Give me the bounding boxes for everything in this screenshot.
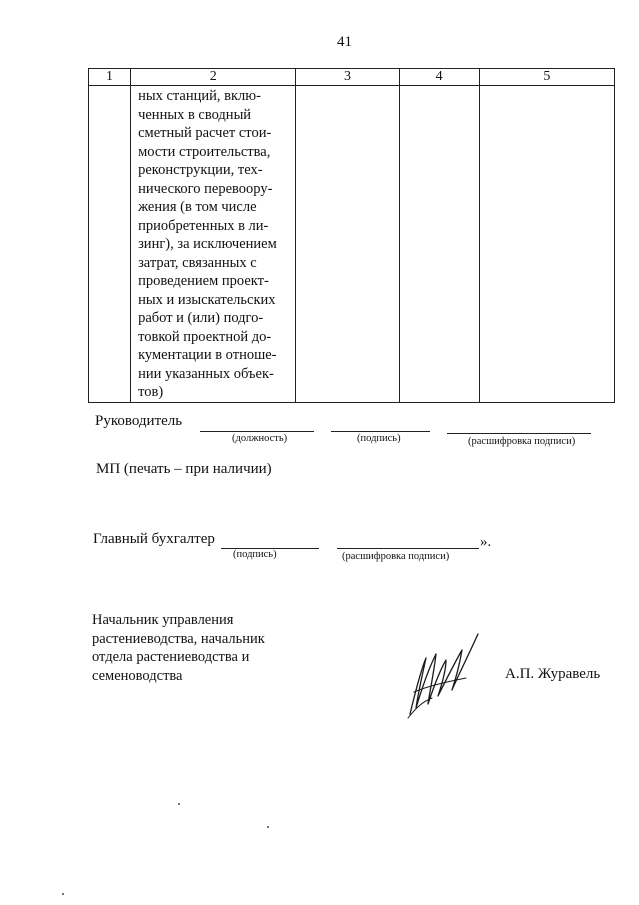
signature-caption: (подпись)	[357, 433, 401, 444]
accountant-label: Главный бухгалтер	[93, 531, 215, 547]
table-cell-col2	[131, 86, 296, 403]
column-header-3: 3	[296, 69, 399, 86]
accountant-signature-caption: (подпись)	[233, 549, 277, 560]
scan-speck	[267, 826, 269, 828]
table-cell-col5	[479, 86, 614, 403]
table-cell-col4	[399, 86, 479, 403]
table-cell-col3	[296, 86, 399, 403]
cell-description-text: ных станций, вклю- ченных в сводный сметный расчет стои- мости строительства, реконструкции, тех- нического перевоору- жения (в том числе приобретенных в ли- зинг), за исключением затрат, связанных с проведением проект- ных и изыскательских работ и (или) подго- товкой проектной до- кументации в отноше- нии указанных объек- тов)	[138, 88, 277, 400]
signer-position: Начальник управления растениеводства, начальник отдела растениеводства и семеноводства	[92, 612, 265, 684]
head-label: Руководитель	[95, 413, 183, 429]
position-line	[200, 431, 314, 432]
page-number: 41	[337, 34, 352, 50]
table-cell-col1	[89, 86, 131, 403]
handwritten-signature	[402, 628, 486, 724]
column-header-4: 4	[399, 69, 479, 86]
accountant-name-caption: (расшифровка подписи)	[342, 551, 450, 562]
scan-speck	[62, 893, 64, 895]
position-caption: (должность)	[232, 433, 288, 444]
data-table	[88, 68, 615, 403]
accountant-name-line	[337, 548, 479, 549]
signer-name: А.П. Журавель	[505, 666, 601, 682]
signature-line	[331, 431, 430, 432]
table-row	[89, 86, 615, 403]
name-caption: (расшифровка подписи)	[468, 436, 576, 447]
column-header-1: 1	[89, 69, 131, 86]
table-header-row	[89, 69, 615, 86]
closing-quote: ».	[480, 534, 492, 550]
scan-speck	[178, 803, 180, 805]
stamp-note: МП (печать – при наличии)	[96, 461, 272, 477]
column-header-5: 5	[479, 69, 614, 86]
name-line	[447, 433, 591, 434]
column-header-2: 2	[131, 69, 296, 86]
